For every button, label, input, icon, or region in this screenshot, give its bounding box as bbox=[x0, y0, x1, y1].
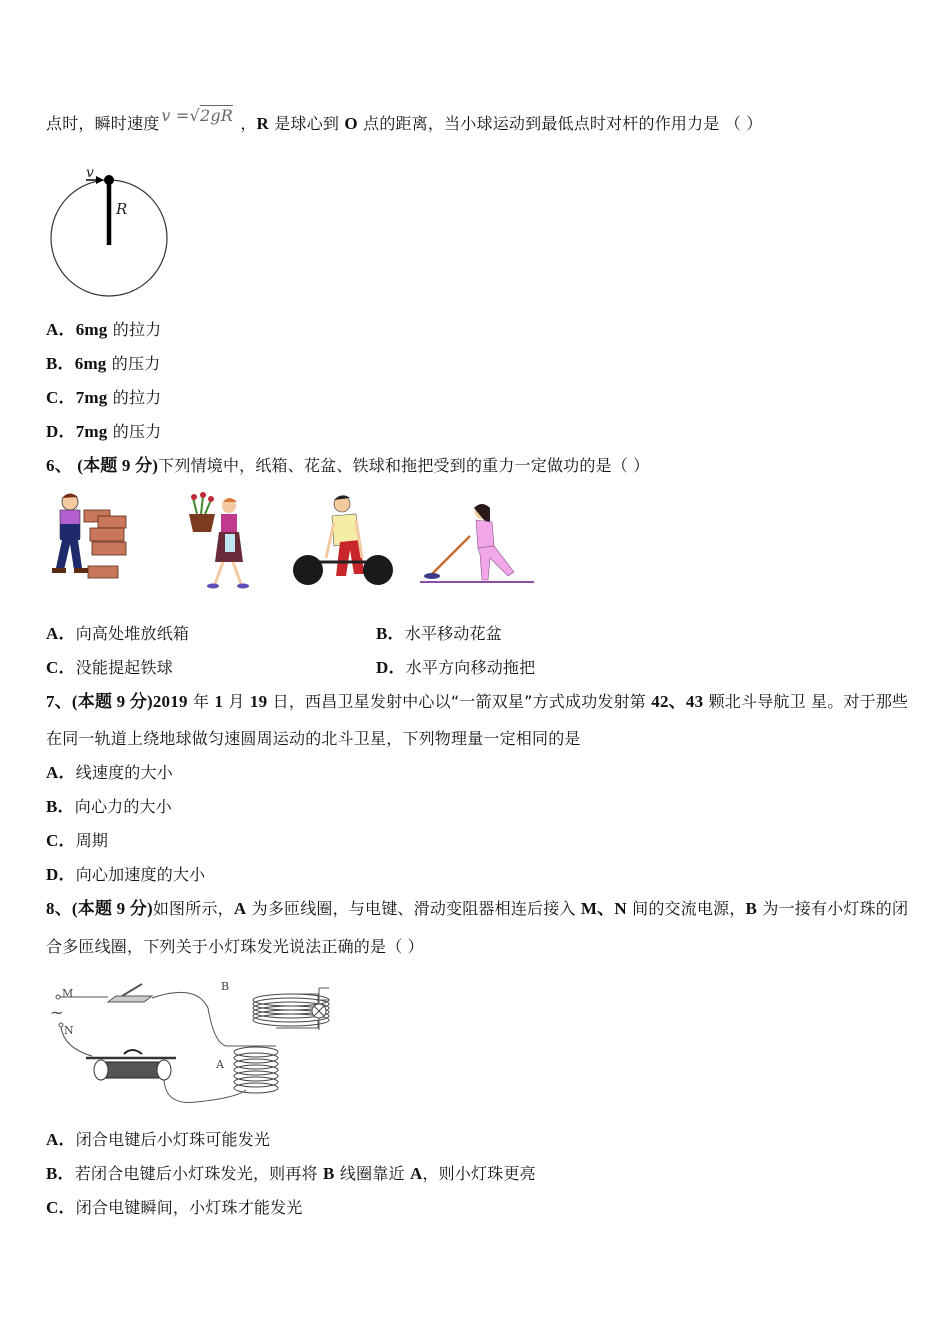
stem-text: 合多匝线圈，下列关于小灯珠发光说法正确的是（ ） bbox=[46, 937, 424, 956]
ac-source-icon: ~ bbox=[50, 1003, 64, 1022]
question-number: 8、 bbox=[46, 899, 72, 918]
q8-stem-line1 bbox=[46, 899, 908, 919]
q5-option-b[interactable] bbox=[46, 354, 160, 374]
option-key: A． bbox=[46, 1130, 76, 1149]
circuit-figure bbox=[46, 978, 336, 1108]
label-v: v bbox=[86, 166, 94, 181]
question-number: 7、 bbox=[46, 692, 72, 711]
terminals-label: M、N bbox=[580, 899, 627, 918]
illustration-mopping-floor bbox=[418, 500, 534, 590]
option-key: B． bbox=[46, 797, 75, 816]
stem-text: 为多匝线圈，与电键、滑动变阻器相连后接入 bbox=[246, 899, 581, 918]
option-value: 6mg bbox=[75, 320, 108, 339]
option-text: ，则小灯珠更亮 bbox=[422, 1164, 536, 1183]
q5-mid: 是球心到 bbox=[269, 114, 345, 133]
q8-option-b[interactable] bbox=[46, 1164, 536, 1184]
coil-a-label: A bbox=[409, 1164, 423, 1183]
option-text: 闭合电键瞬间，小灯珠才能发光 bbox=[75, 1198, 303, 1217]
q5-option-a[interactable] bbox=[46, 320, 161, 340]
year: 2019 bbox=[152, 692, 188, 711]
q6-option-b[interactable] bbox=[376, 624, 502, 644]
stem-text: 为一接有小灯珠的闭 bbox=[757, 899, 909, 918]
option-text: 周期 bbox=[75, 831, 109, 850]
label-N: N bbox=[64, 1024, 74, 1037]
q7-option-a[interactable] bbox=[46, 763, 173, 783]
option-text: 水平移动花盆 bbox=[404, 624, 502, 643]
option-text: 水平方向移动拖把 bbox=[405, 658, 536, 677]
option-key: A． bbox=[46, 320, 76, 339]
option-key: C． bbox=[46, 658, 76, 677]
option-text: 的拉力 bbox=[107, 388, 162, 407]
q5-option-c[interactable] bbox=[46, 388, 161, 408]
stem-text: 日，西昌卫星发射中心以“一箭双星”方式成功发射第 bbox=[267, 692, 652, 711]
option-text: 线速度的大小 bbox=[75, 763, 173, 782]
q7-stem-line1 bbox=[46, 692, 908, 712]
option-text: 的压力 bbox=[107, 422, 162, 441]
label-A: A bbox=[216, 1058, 224, 1071]
coil-b-label: B bbox=[745, 899, 758, 918]
option-key: D． bbox=[46, 865, 76, 884]
option-value: 6mg bbox=[74, 354, 107, 373]
q8-option-a[interactable] bbox=[46, 1130, 270, 1150]
month: 1 bbox=[214, 692, 224, 711]
stem-text: 在同一轨道上绕地球做匀速圆周运动的北斗卫星，下列物理量一定相同的是 bbox=[46, 729, 581, 748]
option-key: B． bbox=[376, 624, 405, 643]
option-key: A． bbox=[46, 763, 76, 782]
option-text: 的压力 bbox=[106, 354, 161, 373]
option-key: C． bbox=[46, 388, 76, 407]
option-text: 线圈靠近 bbox=[334, 1164, 410, 1183]
option-value: 7mg bbox=[75, 388, 108, 407]
stem-text: 间的交流电源， bbox=[626, 899, 746, 918]
illustration-moving-flowerpot bbox=[185, 492, 255, 590]
option-text: 的拉力 bbox=[107, 320, 162, 339]
q6-stem bbox=[46, 456, 649, 476]
option-key: C． bbox=[46, 1198, 76, 1217]
stem-text: 颗北斗导航卫 星。对于那些 bbox=[703, 692, 909, 711]
label-B: B bbox=[221, 980, 230, 993]
option-key: C． bbox=[46, 831, 76, 850]
option-key: D． bbox=[46, 422, 76, 441]
question-number: 6、 bbox=[46, 456, 72, 475]
q5-stem-prefix: 点时，瞬时速度 bbox=[46, 114, 160, 133]
option-key: B． bbox=[46, 1164, 75, 1183]
day: 19 bbox=[249, 692, 268, 711]
option-text: 向心力的大小 bbox=[74, 797, 172, 816]
stem-text: 月 bbox=[223, 692, 250, 711]
q7-option-b[interactable] bbox=[46, 797, 172, 817]
circle-rod-figure bbox=[46, 166, 176, 301]
question-score: (本题 9 分) bbox=[77, 456, 159, 475]
stem-text: 如图所示， bbox=[152, 899, 234, 918]
q5-O: O bbox=[344, 114, 358, 133]
question-score: (本题 9 分) bbox=[71, 899, 153, 918]
sqrt-icon: √ bbox=[189, 106, 200, 125]
q5-R: R bbox=[256, 114, 270, 133]
formula-radicand: 2gR bbox=[199, 106, 234, 125]
question-score: (本题 9 分) bbox=[71, 692, 153, 711]
question-stem: 下列情境中，纸箱、花盆、铁球和拖把受到的重力一定做功的是（ ） bbox=[158, 456, 650, 475]
q8-stem-line2 bbox=[46, 937, 424, 957]
option-key: B． bbox=[46, 354, 75, 373]
q5-suffix: 点的距离，当小球运动到最低点时对杆的作用力是 （ ） bbox=[357, 114, 763, 133]
option-text: 向高处堆放纸箱 bbox=[75, 624, 190, 643]
option-value: 7mg bbox=[75, 422, 108, 441]
q5-comma: ， bbox=[235, 114, 257, 133]
option-text: 没能提起铁球 bbox=[75, 658, 173, 677]
q5-stem bbox=[46, 106, 763, 134]
stem-text: 年 bbox=[187, 692, 215, 711]
option-key: D． bbox=[376, 658, 406, 677]
option-key: A． bbox=[46, 624, 76, 643]
q5-option-d[interactable] bbox=[46, 422, 161, 442]
q8-option-c[interactable] bbox=[46, 1198, 303, 1218]
velocity-formula bbox=[161, 106, 233, 125]
formula-v: v = bbox=[161, 106, 190, 125]
q6-option-c[interactable] bbox=[46, 658, 173, 678]
q7-option-c[interactable] bbox=[46, 831, 108, 851]
option-text: 若闭合电键后小灯珠发光，则再将 bbox=[74, 1164, 324, 1183]
label-M: M bbox=[62, 987, 74, 1000]
q6-option-d[interactable] bbox=[376, 658, 535, 678]
illustration-lifting-iron-balls bbox=[290, 492, 396, 590]
coil-b-label: B bbox=[323, 1164, 335, 1183]
coil-a-label: A bbox=[233, 899, 247, 918]
option-text: 闭合电键后小灯珠可能发光 bbox=[75, 1130, 271, 1149]
q7-option-d[interactable] bbox=[46, 865, 205, 885]
illustration-stacking-boxes bbox=[48, 488, 138, 588]
satellite-numbers: 42、43 bbox=[651, 692, 704, 711]
option-text: 向心加速度的大小 bbox=[75, 865, 206, 884]
q7-stem-line2 bbox=[46, 729, 581, 749]
label-R: R bbox=[116, 200, 128, 218]
q6-option-a[interactable] bbox=[46, 624, 189, 644]
